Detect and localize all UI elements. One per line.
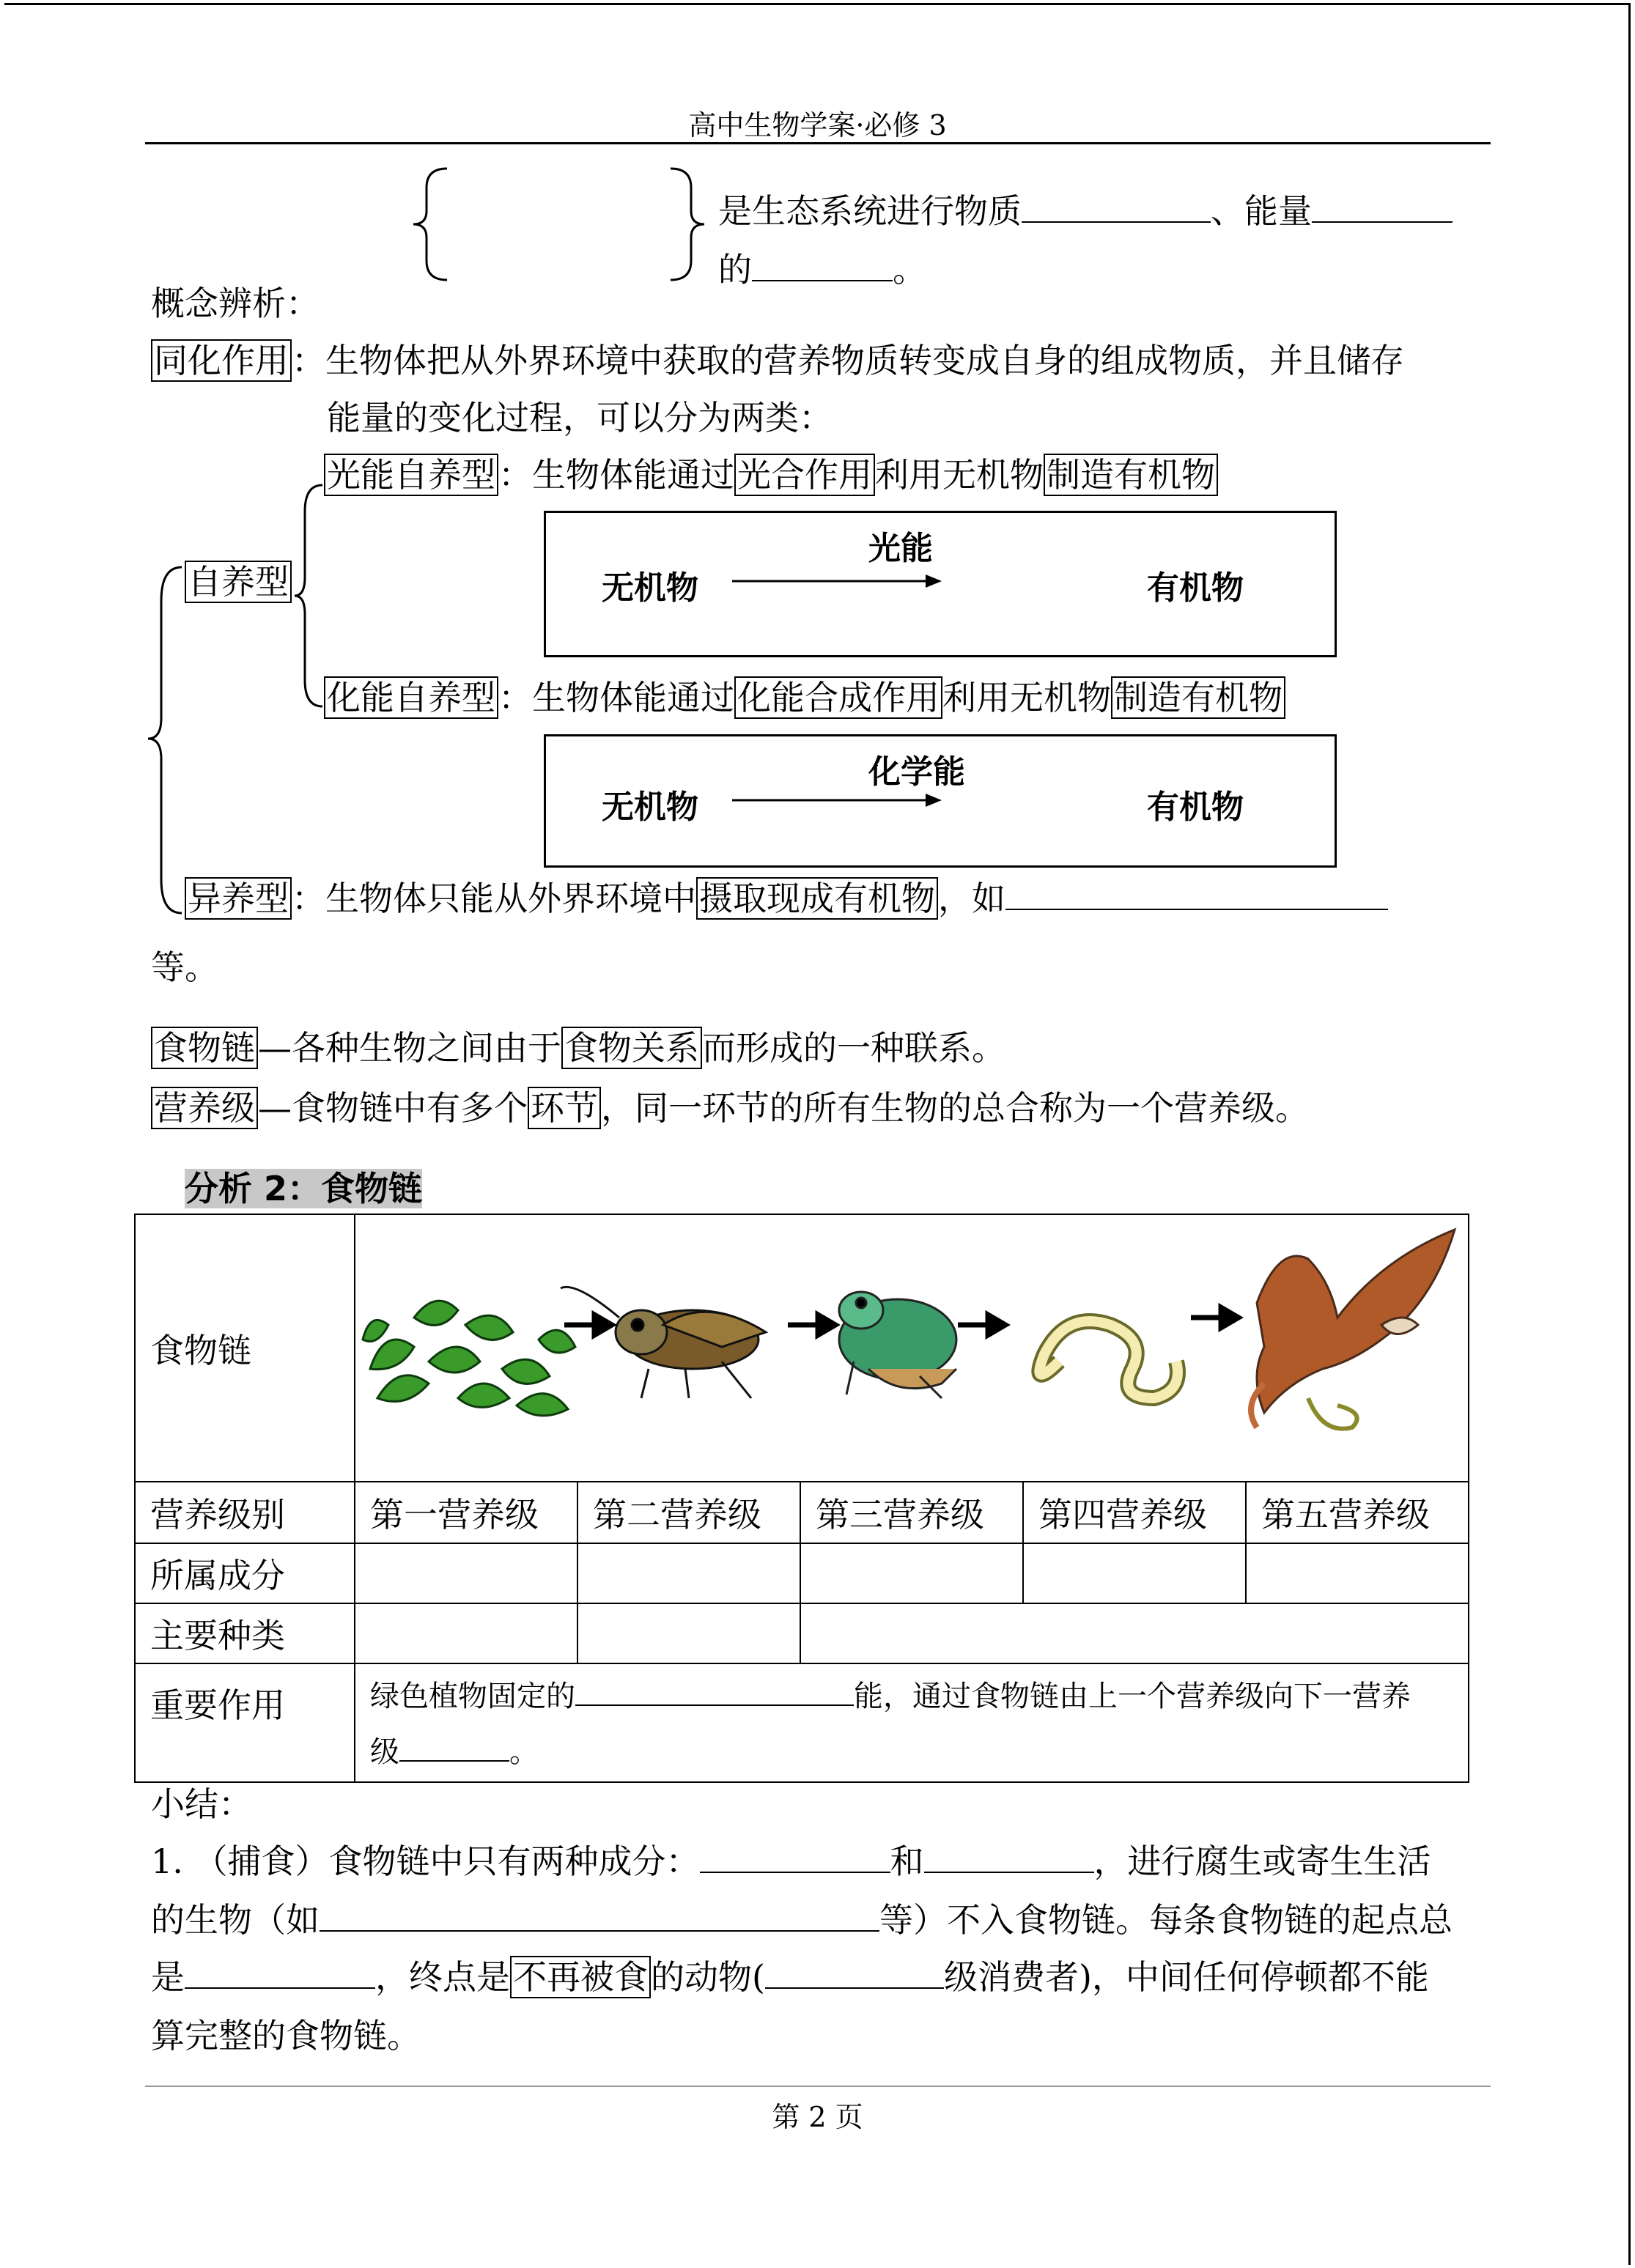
photo-diagram-label: 光能 — [868, 530, 933, 567]
chemo-diagram-right: 有机物 — [1147, 788, 1244, 826]
role-cell: 绿色植物固定的 能，通过食物链由上一个营养级向下一营养 级 。 — [355, 1663, 1469, 1782]
assimilation-line-1: 同化作用：生物体把从外界环境中获取的营养物质转变成自身的组成物质，并且储存 — [151, 339, 1404, 383]
left-curly-brace — [410, 166, 454, 283]
page-header: 高中生物学案·必修 3 — [688, 109, 947, 141]
make-organic-box: 制造有机物 — [1044, 454, 1218, 496]
frog-icon — [839, 1292, 956, 1398]
species-cell-1 — [355, 1603, 577, 1663]
link-box: 环节 — [528, 1087, 601, 1129]
photo-diagram-right: 有机物 — [1147, 569, 1244, 607]
food-chain-definition: 食物链—各种生物之间由于食物关系而形成的一种联系。 — [151, 1026, 1005, 1070]
take-organic-box: 摄取现成有机物 — [696, 877, 938, 920]
top-line-2: 的 。 — [718, 250, 926, 289]
summary-title: 小结： — [151, 1784, 252, 1824]
level-4: 第四营养级 — [1023, 1482, 1246, 1543]
row-component-label: 所属成分 — [135, 1543, 355, 1603]
summary-line-2: 的生物（如 等）不入食物链。每条食物链的起点总 — [151, 1900, 1453, 1940]
chemo-diagram-box — [544, 734, 1337, 868]
chemoautotroph-term: 化能自养型 — [324, 676, 498, 719]
trophic-level-term: 营养级 — [151, 1087, 258, 1129]
component-cell-5 — [1246, 1543, 1469, 1603]
row-role-label: 重要作用 — [135, 1663, 355, 1782]
food-chain-illustration — [355, 1214, 1469, 1482]
level-3: 第三营养级 — [800, 1482, 1023, 1543]
plant-icon — [363, 1301, 575, 1416]
species-cell-2 — [577, 1603, 800, 1663]
chemo-diagram-label: 化学能 — [868, 753, 965, 791]
assimilation-term: 同化作用 — [151, 339, 292, 382]
photoautotroph-term: 光能自养型 — [324, 454, 498, 496]
row-species-label: 主要种类 — [135, 1603, 355, 1663]
food-chain-table — [134, 1214, 1469, 1783]
component-cell-3 — [800, 1543, 1023, 1603]
chemo-diagram-left: 无机物 — [602, 788, 698, 826]
row-level-label: 营养级别 — [135, 1482, 355, 1543]
photosynthesis-box: 光合作用 — [734, 454, 875, 496]
snake-icon — [1039, 1321, 1178, 1398]
component-cell-2 — [577, 1543, 800, 1603]
not-eaten-box: 不再被食 — [510, 1956, 651, 1998]
chemoautotroph-line: 化能自养型：生物体能通过化能合成作用利用无机物制造有机物 — [324, 676, 1285, 720]
autotroph-curly-brace — [292, 482, 328, 709]
component-cell-4 — [1023, 1543, 1246, 1603]
chemo-arrow-icon — [731, 789, 943, 811]
top-line-1: 是生态系统进行物质 、能量 — [718, 189, 1453, 233]
species-cell-rest — [800, 1603, 1469, 1663]
level-2: 第二营养级 — [577, 1482, 800, 1543]
food-chain-term: 食物链 — [151, 1027, 258, 1069]
summary-line-4: 算完整的食物链。 — [151, 2016, 421, 2055]
page-footer: 第 2 页 — [772, 2101, 863, 2133]
grasshopper-icon — [561, 1287, 766, 1398]
photo-diagram-box — [544, 511, 1337, 657]
photo-arrow-icon — [731, 570, 943, 592]
heterotroph-term: 异养型 — [185, 877, 292, 920]
make-organic-box-2: 制造有机物 — [1111, 676, 1285, 719]
component-cell-1 — [355, 1543, 577, 1603]
eagle-icon — [1251, 1230, 1455, 1429]
big-curly-brace — [145, 564, 189, 916]
summary-line-1: 1. （捕食）食物链中只有两种成分： 和 ，进行腐生或寄生生活 — [151, 1842, 1431, 1881]
heterotroph-line: 异养型：生物体只能从外界环境中摄取现成有机物，如 — [185, 876, 1388, 920]
chemosynthesis-box: 化能合成作用 — [734, 676, 942, 719]
level-5: 第五营养级 — [1246, 1482, 1469, 1543]
food-relation-box: 食物关系 — [561, 1027, 702, 1069]
food-chain-pictures — [355, 1215, 1468, 1473]
header-rule — [145, 142, 1491, 144]
row-chain-label: 食物链 — [135, 1214, 355, 1482]
level-1: 第一营养级 — [355, 1482, 577, 1543]
autotroph-label: 自养型 — [185, 560, 292, 604]
right-curly-brace — [663, 166, 707, 283]
assimilation-line-2: 能量的变化过程，可以分为两类： — [327, 398, 833, 437]
photoautotroph-line: 光能自养型：生物体能通过光合作用利用无机物制造有机物 — [324, 453, 1218, 497]
summary-line-3: 是 ，终点是不再被食的动物( 级消费者)，中间任何停顿都不能 — [151, 1957, 1429, 1997]
heterotroph-line-2: 等。 — [151, 948, 218, 987]
analysis-title: 分析 2：食物链 — [185, 1169, 423, 1208]
footer-rule — [145, 2086, 1491, 2087]
concept-title: 概念辨析： — [151, 284, 320, 323]
photo-diagram-left: 无机物 — [602, 569, 698, 607]
trophic-level-definition: 营养级—食物链中有多个环节，同一环节的所有生物的总合称为一个营养级。 — [151, 1086, 1309, 1130]
